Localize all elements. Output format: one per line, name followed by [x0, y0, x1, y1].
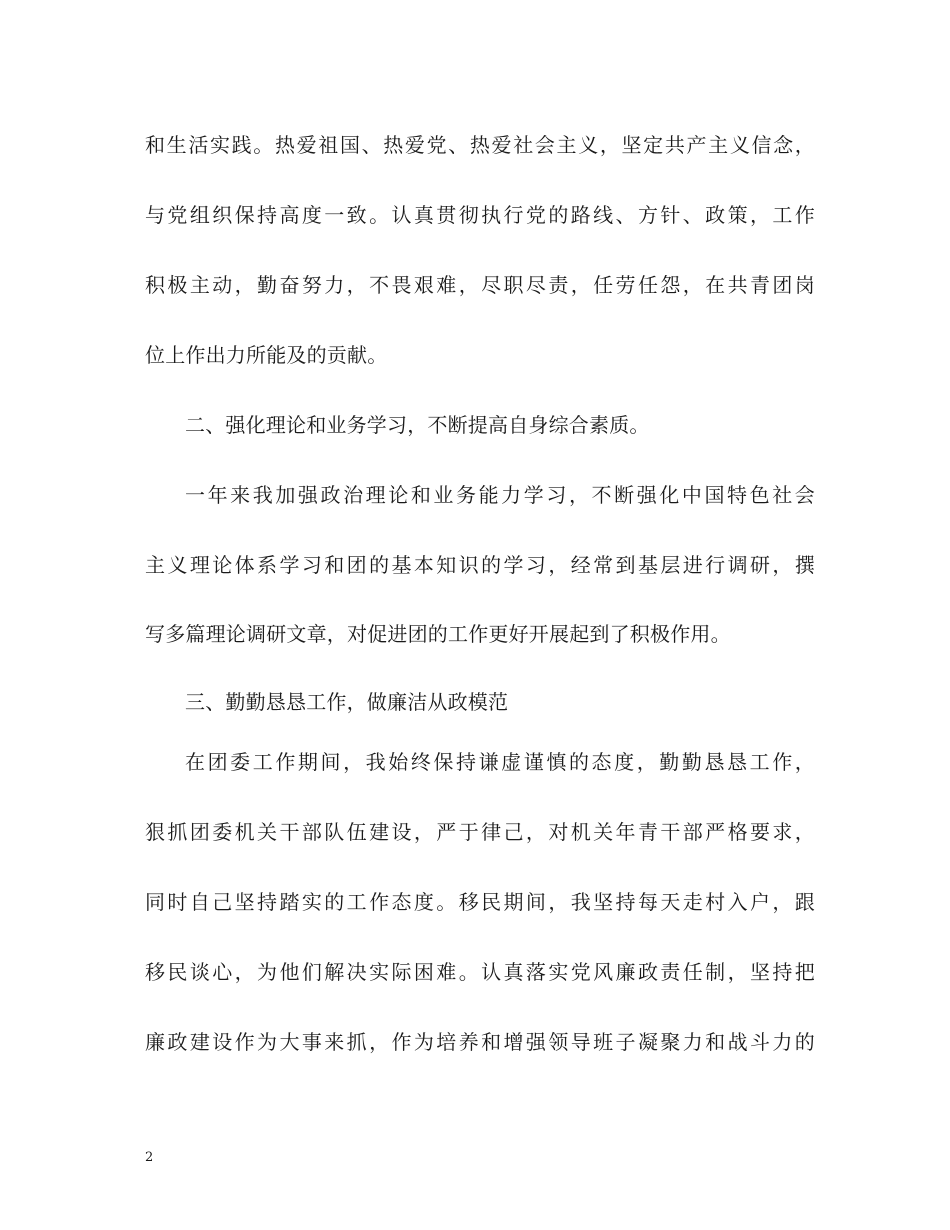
body-text-line: 积极主动，勤奋努力，不畏艰难，尽职尽责，任劳任怨，在共青团岗 [145, 273, 815, 297]
body-text-line: 廉政建设作为大事来抓，作为培养和增强领导班子凝聚力和战斗力的 [145, 1030, 815, 1054]
body-text-line: 写多篇理论调研文章，对促进团的工作更好开展起到了积极作用。 [145, 622, 731, 646]
section-heading: 二、强化理论和业务学习，不断提高自身综合素质。 [185, 413, 650, 437]
body-text-line: 主义理论体系学习和团的基本知识的学习，经常到基层进行调研，撰 [145, 553, 815, 577]
body-text-line: 移民谈心，为他们解决实际困难。认真落实党风廉政责任制，坚持把 [145, 960, 815, 984]
body-text-line: 和生活实践。热爱祖国、热爱党、热爱社会主义，坚定共产主义信念， [145, 133, 815, 157]
section-heading: 三、勤勤恳恳工作，做廉洁从政模范 [185, 690, 509, 714]
body-text-line: 位上作出力所能及的贡献。 [145, 343, 388, 367]
body-text-line: 一年来我加强政治理论和业务能力学习，不断强化中国特色社会 [185, 483, 815, 507]
body-text-line: 狠抓团委机关干部队伍建设，严于律己，对机关年青干部严格要求， [145, 820, 815, 844]
body-text-line: 同时自己坚持踏实的工作态度。移民期间，我坚持每天走村入户，跟 [145, 890, 815, 914]
page-number: 2 [145, 1150, 154, 1165]
body-text-line: 与党组织保持高度一致。认真贯彻执行党的路线、方针、政策，工作 [145, 203, 815, 227]
body-text-line: 在团委工作期间，我始终保持谦虚谨慎的态度，勤勤恳恳工作， [185, 750, 815, 774]
